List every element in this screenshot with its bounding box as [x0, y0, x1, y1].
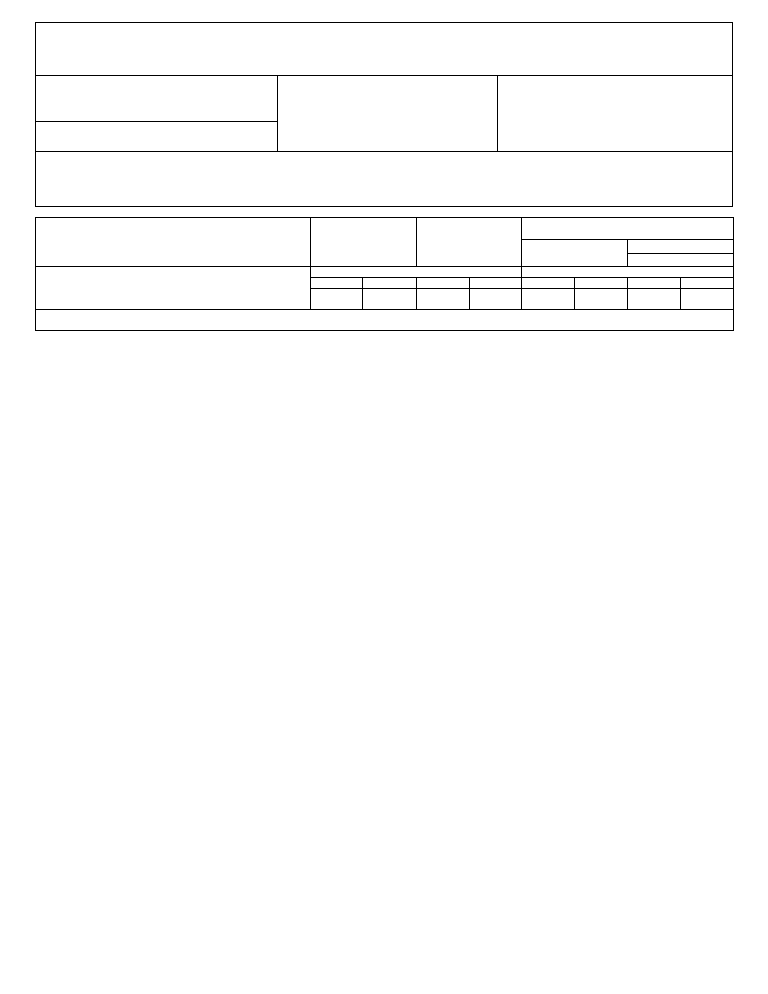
header-col-4 — [470, 289, 522, 310]
header-col-7 — [628, 289, 681, 310]
header-col-3 — [417, 289, 470, 310]
header-podjeli-prace — [417, 218, 522, 267]
header-kobiety-6 — [575, 278, 628, 289]
structure-table — [35, 217, 734, 331]
header-kobiety-8 — [681, 278, 734, 289]
header-empty — [36, 267, 311, 289]
header-wyszczegolnienie — [36, 218, 311, 267]
header-kobiety-2 — [363, 278, 417, 289]
header-col-5 — [522, 289, 575, 310]
header-razem-1 — [311, 278, 363, 289]
header-do-zasilku — [628, 254, 734, 267]
header-razem-7 — [628, 278, 681, 289]
header-col-2 — [363, 289, 417, 310]
header-razem-3 — [417, 278, 470, 289]
header-razem-5 — [522, 278, 575, 289]
header-bezrobotni-zarejestrowani-koniec — [522, 218, 734, 240]
header-col-1 — [311, 289, 363, 310]
header-col-6 — [575, 289, 628, 310]
header-frame — [35, 22, 733, 207]
header-w-koncu-miesiaca — [522, 267, 734, 278]
header-col-8 — [681, 289, 734, 310]
header-kobiety-4 — [470, 278, 522, 289]
header-bezrobotni-zarejestrowani — [311, 218, 417, 267]
header-col-0 — [36, 289, 311, 310]
header-z-prawem-do-zasilku — [628, 240, 734, 254]
header-w-miesiacu — [311, 267, 522, 278]
category-header — [36, 310, 734, 331]
header-ogolem — [522, 240, 628, 267]
